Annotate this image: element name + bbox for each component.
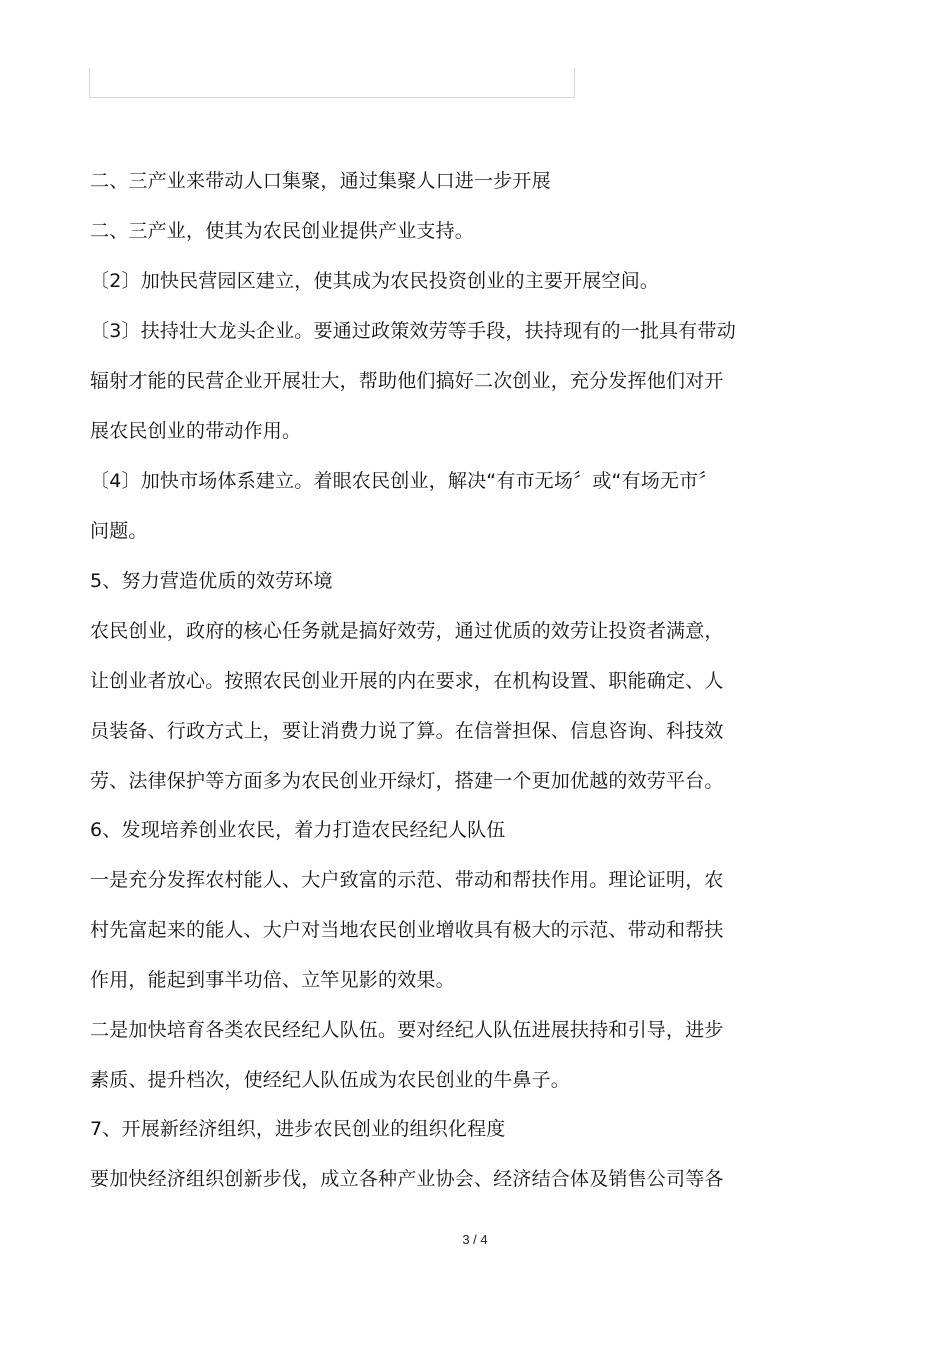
text-line: 二、三产业来带动人口集聚，通过集聚人口进一步开展: [90, 170, 551, 192]
text-line: 问题。: [90, 520, 148, 542]
text-line: 农民创业，政府的核心任务就是搞好效劳，通过优质的效劳让投资者满意，: [90, 620, 724, 642]
text-line: 劳、法律保护等方面多为农民创业开绿灯，搭建一个更加优越的效劳平台。: [90, 770, 724, 792]
text-line: 要加快经济组织创新步伐，成立各种产业协会、经济结合体及销售公司等各: [90, 1168, 724, 1190]
text-line: 〔3〕扶持壮大龙头企业。要通过政策效劳等手段，扶持现有的一批具有带动: [90, 320, 736, 342]
text-line: 一是充分发挥农村能人、大户致富的示范、带动和帮扶作用。理论证明，农: [90, 869, 724, 891]
text-line: 〔4〕加快市场体系建立。着眼农民创业，解决“有市无场〞或“有场无市〞: [90, 470, 718, 492]
text-line: 员装备、行政方式上，要让消费力说了算。在信誉担保、信息咨询、科技效: [90, 720, 724, 742]
page-number: 3 / 4: [462, 1232, 488, 1247]
section-heading: 6、发现培养创业农民，着力打造农民经纪人队伍: [90, 819, 506, 841]
text-line: 村先富起来的能人、大户对当地农民创业增收具有极大的示范、带动和帮扶: [90, 919, 724, 941]
text-line: 〔2〕加快民营园区建立，使其成为农民投资创业的主要开展空间。: [90, 270, 660, 292]
text-line: 作用，能起到事半功倍、立竿见影的效果。: [90, 969, 455, 991]
text-line: 辐射才能的民营企业开展壮大，帮助他们搞好二次创业，充分发挥他们对开: [90, 370, 724, 392]
text-line: 展农民创业的带动作用。: [90, 420, 302, 442]
text-line: 让创业者放心。按照农民创业开展的内在要求，在机构设置、职能确定、人: [90, 670, 724, 692]
section-heading: 5、努力营造优质的效劳环境: [90, 570, 333, 592]
text-line: 素质、提升档次，使经纪人队伍成为农民创业的牛鼻子。: [90, 1069, 571, 1091]
text-line: 二、三产业，使其为农民创业提供产业支持。: [90, 220, 475, 242]
text-line: 二是加快培育各类农民经纪人队伍。要对经纪人队伍进展扶持和引导，进步: [90, 1019, 724, 1041]
top-table-fragment: [89, 68, 575, 98]
section-heading: 7、开展新经济组织，进步农民创业的组织化程度: [90, 1118, 506, 1140]
